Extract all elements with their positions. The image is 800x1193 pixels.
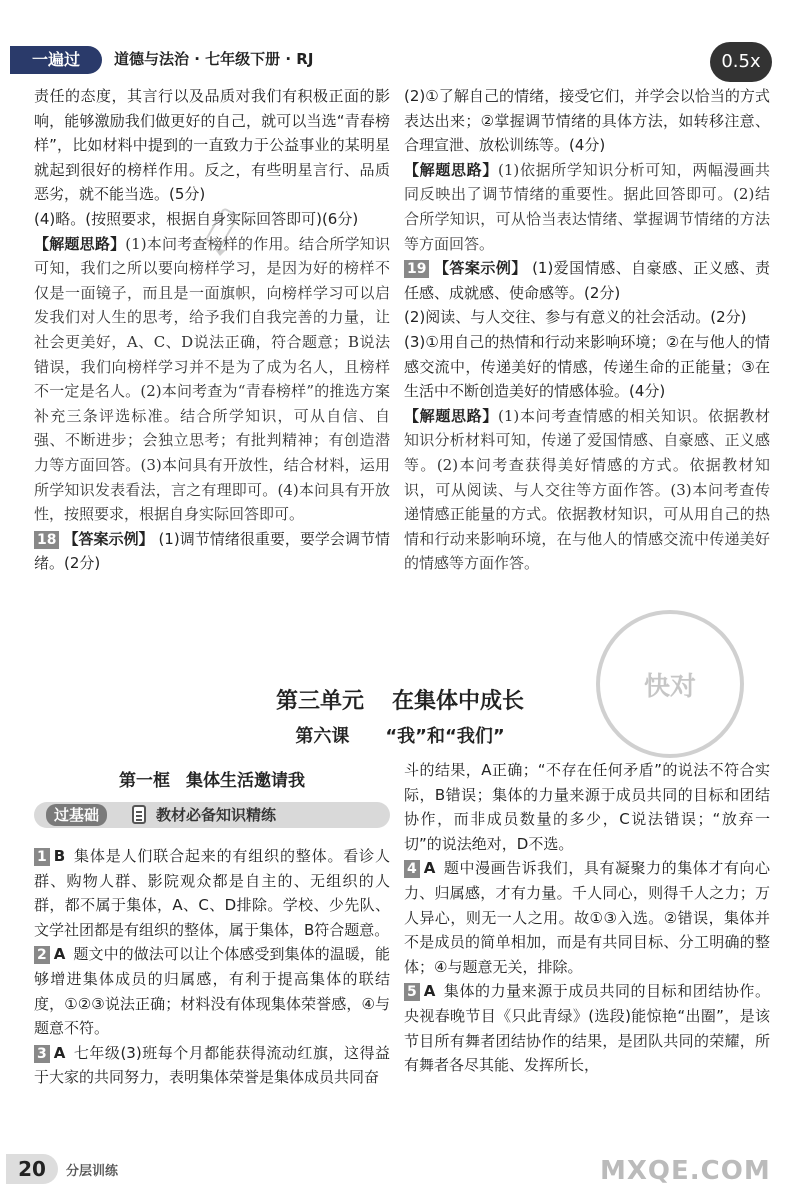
section-subtitle: 教材必备知识精练 — [156, 806, 277, 824]
lesson-name: “我”和“我们” — [385, 726, 505, 747]
watermark-stamp — [596, 610, 744, 758]
question-number: 4 — [404, 860, 420, 878]
answer-text: (1)爱国情感、自豪感、正义感、责任感、成就感、使命感等。(2分) — [404, 259, 770, 302]
answer-paragraph: (2)①了解自己的情绪，接受它们，并学会以恰当的方式表达出来；②掌握调节情绪的具体方法，如转移注意、合理宣泄、放松训练等。(4分) — [404, 87, 770, 155]
section-bar — [34, 802, 390, 828]
explanation-tag: 【解题思路】 — [404, 406, 499, 425]
answer-tag: 【答案示例】 — [433, 259, 527, 278]
brand-logo: 一遍过 — [10, 46, 102, 74]
answer-choice: A — [423, 982, 436, 1001]
answer-text: 集体的力量来源于成员共同的目标和团结协作。央视春晚节目《只此青绿》(选段)能惊艳“出圈”，是该节目所有舞者团结协作的结果，是团队共同的荣耀，所有舞者各尽其能、发挥所长， — [404, 982, 770, 1075]
answer-paragraph: (4)略。(按照要求，根据自身实际回答即可)(6分) — [34, 209, 359, 228]
explanation-paragraph — [404, 158, 770, 256]
right-bottom-column — [404, 758, 770, 1078]
frame-number: 第一框 — [119, 771, 170, 791]
question-1 — [34, 844, 390, 942]
document-icon — [132, 805, 146, 824]
answer-text: 集体是人们联合起来的有组织的整体。看诊人群、购物人群、影院观众都是自主的、无组织的人群，都不属于集体，A、C、D排除。学校、少先队、文学社团都是有组织的整体，属于集体，B符合题意。 — [34, 847, 390, 939]
answer-choice: A — [53, 945, 66, 964]
zoom-button[interactable]: 0.5x — [710, 42, 772, 82]
question-19 — [404, 256, 770, 305]
left-bottom-column — [34, 844, 390, 1090]
question-number: 5 — [404, 983, 420, 1001]
answer-choice: A — [423, 859, 436, 878]
explanation-tag: 【解题思路】 — [34, 234, 126, 253]
explanation-text: (1)本问考查情感的相关知识。依据教材知识分析材料可知，传递了爱国情感、自豪感、正义感等。(2)本问考查获得美好情感的方式。依据教材知识，可从阅读、与人交往等方面作答。(3)本问考查传递情感正能量的方式。依据教材知识，可从用自己的热情和行动来影响环境，在与他人的情感交流中传递美好的情感等方面作答。 — [404, 406, 770, 573]
question-number: 2 — [34, 946, 50, 964]
answer-choice: B — [53, 847, 66, 865]
question-number: 18 — [34, 531, 59, 549]
answer-paragraph: (3)①用自己的热情和行动来影响环境；②在与他人的情感交流中，传递美好的情感，传递生命的正能量；③在生活中不断创造美好的情感体验。(4分) — [404, 332, 770, 401]
pencil-icon — [200, 200, 260, 260]
section-label: 过基础 — [46, 804, 107, 826]
explanation-text: (1)本问考查榜样的作用。结合所学知识可知，我们之所以要向榜样学习，是因为好的榜样不仅是一面镜子，而且是一面旗帜，向榜样学习可以启发我们对人生的思考，给予我们自我完善的力量，让社会更美好，A、C、D说法正确，符合题意；B说法错误，我们向榜样学习并不是为了成为名人，且榜样不一定是名人。(2)本问考查为“青春榜样”的推选方案补充三条评选标准。结合所学知识，可从自信、自强、不断进步；会独立思考；有批判精神；有创造潜力等方面回答。(3)本问具有开放性，结合材料，运用所学知识发表看法，言之有理即可。(4)本问具有开放性，按照要求，根据自身实际回答即可。 — [34, 234, 390, 524]
answer-paragraph: 责任的态度，其言行以及品质对我们有积极正面的影响，能够激励我们做更好的自己，就可以当选“青春榜样”，比如材料中提到的一直致力于公益事业的某明星就起到很好的榜样作用。反之，有些明星言行、品质恶劣，就不能当选。(5分) — [34, 87, 390, 204]
unit-number: 第三单元 — [275, 689, 364, 714]
question-number: 3 — [34, 1045, 50, 1063]
book-title: 道德与法治 · 七年级下册 · RJ — [114, 50, 314, 68]
question-4 — [404, 856, 770, 979]
answer-text: 题文中的做法可以让个体感受到集体的温暖，能够增进集体成员的归属感，有利于提高集体的联结度，①②③说法正确；材料没有体现集体荣誉感，④与题意不符。 — [34, 945, 390, 1038]
answer-text: 七年级(3)班每个月都能获得流动红旗，这得益于大家的共同努力，表明集体荣誉是集体成员共同奋 — [34, 1043, 390, 1087]
unit-name: 在集体中成长 — [392, 689, 525, 714]
left-top-column — [34, 84, 390, 576]
question-18 — [34, 527, 390, 576]
series-label: 分层训练 — [66, 1164, 119, 1179]
stamp-text: 快对 — [643, 672, 696, 702]
question-2 — [34, 942, 390, 1040]
explanation-text: (1)依据所学知识分析可知，两幅漫画共同反映出了调节情绪的重要性。据此回答即可。(2)结合所学知识，可从恰当表达情绪、掌握调节情绪的方法等方面回答。 — [404, 160, 770, 253]
question-3 — [34, 1041, 390, 1090]
frame-name: 集体生活邀请我 — [186, 771, 305, 791]
answer-text: 题中漫画告诉我们，具有凝聚力的集体才有向心力、归属感，才有力量。千人同心，则得千人之力；万人异心，则无一人之用。故①③入选。②错误，集体并不是成员的简单相加，而是有共同目标、分工明确的整体；④与题意无关，排除。 — [404, 859, 770, 976]
question-number: 19 — [404, 260, 429, 278]
page-footer — [0, 1150, 800, 1193]
page-header — [0, 40, 800, 80]
explanation-paragraph — [404, 404, 770, 576]
right-top-column — [404, 84, 770, 576]
answer-choice: A — [53, 1043, 66, 1062]
frame-title — [34, 766, 390, 791]
answer-tag: 【答案示例】 — [63, 529, 154, 548]
page-number: 20 — [6, 1154, 58, 1184]
explanation-tag: 【解题思路】 — [404, 160, 499, 179]
explanation-paragraph — [34, 232, 390, 527]
question-number: 1 — [34, 848, 50, 866]
question-5 — [404, 979, 770, 1077]
answer-text: (1)调节情绪很重要，要学会调节情绪。(2分) — [34, 529, 390, 573]
answer-paragraph: (2)阅读、与人交往、参与有意义的社会活动。(2分) — [404, 308, 747, 327]
lesson-number: 第六课 — [295, 726, 350, 747]
site-watermark: MXQE.COM — [600, 1156, 771, 1186]
answer-paragraph: 斗的结果，A正确；“不存在任何矛盾”的说法不符合实际，B错误；集体的力量来源于成员共同的目标和团结协作，而非成员数量的多少，C说法错误；“放弃一切”的说法绝对，D不选。 — [404, 761, 770, 853]
